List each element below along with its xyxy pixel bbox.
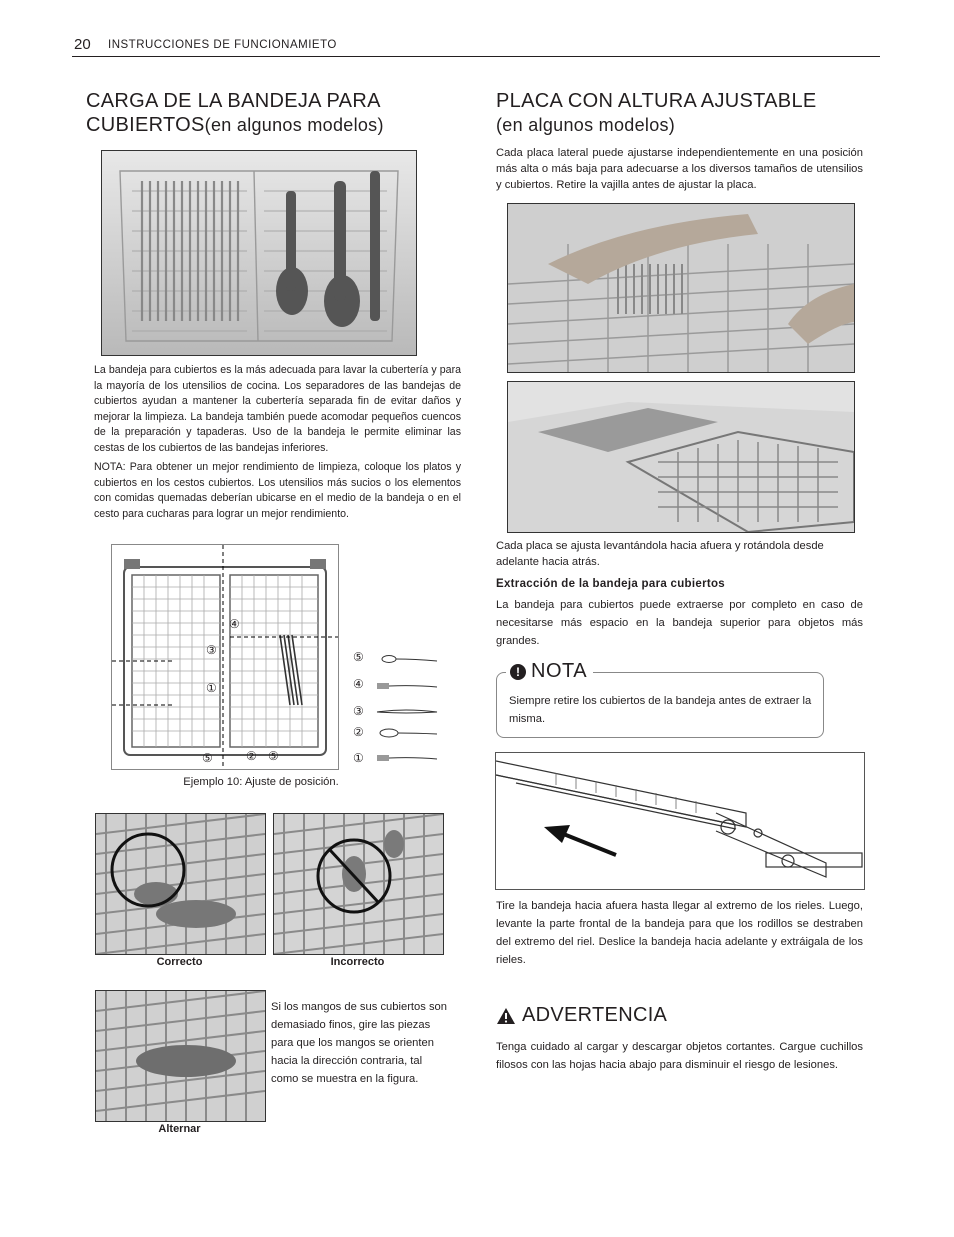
caption-alternate: Alternar xyxy=(158,1123,201,1135)
extract-text: La bandeja para cubiertos puede extraerse por completo en caso de necesitarse más espacio en la bandeja superior para objetos más grandes. xyxy=(496,599,863,647)
left-title-line2: CUBIERTOS xyxy=(86,114,205,136)
caption-correct: Correcto xyxy=(156,956,203,968)
page-number: 20 xyxy=(74,36,91,53)
diagram-caption: Ejemplo 10: Ajuste de posición. xyxy=(183,776,339,788)
legend-item-3: ③ xyxy=(353,704,364,718)
nota-title: NOTA xyxy=(531,660,588,682)
legend-item-4: ④ xyxy=(353,677,364,691)
right-title xyxy=(496,89,876,137)
salad-fork-icon xyxy=(377,756,437,760)
caption-incorrect: Incorrecto xyxy=(330,956,385,968)
spoon-icon xyxy=(380,729,398,737)
alternate-photo xyxy=(95,990,266,1122)
alternate-side-text: Si los mangos de sus cubiertos son demasiado finos, gire las piezas para que los mangos se orienten hacia la dirección contraria, tal como se muestra en la figura. xyxy=(271,1001,447,1085)
fork-icon xyxy=(377,684,437,688)
header-rule xyxy=(72,56,880,57)
callout-2-bottom: ② xyxy=(246,749,257,763)
knife-icon xyxy=(377,710,437,713)
section-title: INSTRUCCIONES DE FUNCIONAMIETO xyxy=(108,39,337,51)
right-intro: Cada placa lateral puede ajustarse independientemente en una posición más alta o más baja para adecuarse a los diversos tamaños de utensilios y cubiertos. Retire la vajilla antes de ajustar la placa. xyxy=(496,147,863,191)
left-title-sub: (en algunos modelos) xyxy=(204,115,384,135)
cutlery-tray-photo xyxy=(101,150,417,356)
callout-5-bottom-b: ⑤ xyxy=(268,749,279,763)
teaspoon-icon xyxy=(382,656,396,663)
adjust-rack-photo xyxy=(507,381,855,533)
left-title xyxy=(86,89,466,137)
legend-item-5: ⑤ xyxy=(353,650,364,664)
warning-header xyxy=(496,1004,667,1027)
left-paragraph-note: NOTA: Para obtener un mejor rendimiento de limpieza, coloque los platos y cubiertos en los cestos cubiertos. Los utensilios más sucios o los elementos con comidas quemadas deberían ubicarse en el medio de la bandeja o en el cesto para cucharas para lograr un mejor rendimiento. xyxy=(94,461,461,520)
rack-diagram xyxy=(111,544,339,770)
legend-item-1: ① xyxy=(353,751,364,765)
warning-text: Tenga cuidado al cargar y descargar objetos cortantes. Cargue cuchillos filosos con las hojas hacia abajo para disminuir el riesgo de lesiones. xyxy=(496,1041,863,1071)
right-title-line2: (en algunos modelos) xyxy=(496,115,676,135)
callout-4: ④ xyxy=(229,617,240,631)
nota-text: Siempre retire los cubiertos de la bandeja antes de extraer la misma. xyxy=(509,695,812,725)
incorrect-photo xyxy=(273,813,444,955)
callout-5-bottom: ⑤ xyxy=(202,751,213,765)
warning-title: ADVERTENCIA xyxy=(522,1004,668,1026)
left-paragraph-1: La bandeja para cubiertos es la más adecuada para lavar la cubertería y para la mayoría de los utensilios de cocina. Los separadores de las bandejas de cubiertos ayudan a mantener la cubertería separada fin de evitar daños y mejorar la limpieza. La bandeja también puede acomodar pequeños cuencos de la preparación y tapaderas. Uso de la bandeja le permite eliminar las cestas de los cubiertos de las bandejas inferiores. xyxy=(94,364,461,454)
correct-photo xyxy=(95,813,266,955)
utensil-legend xyxy=(353,650,443,770)
rail-diagram xyxy=(495,752,865,890)
callout-3: ③ xyxy=(206,643,217,657)
callout-1: ① xyxy=(206,681,217,695)
legend-item-2: ② xyxy=(353,725,364,739)
adjust-hands-photo xyxy=(507,203,855,373)
arrow-icon xyxy=(561,833,616,855)
right-title-line1: PLACA CON ALTURA AJUSTABLE xyxy=(496,90,817,112)
extract-subhead: Extracción de la bandeja para cubiertos xyxy=(496,578,725,590)
left-title-line1: CARGA DE LA BANDEJA PARA xyxy=(86,90,381,112)
warning-icon xyxy=(496,1007,516,1025)
after-photos-text: Cada placa se ajusta levantándola hacia afuera y rotándola desde adelante hacia atrás. xyxy=(496,540,824,568)
pull-text: Tire la bandeja hacia afuera hasta llegar al extremo de los rieles. Luego, levante la parte frontal de la bandeja para que los rodillos se destraben del extremo del riel. Deslice la bandeja hacia adelante y extráigala de los rieles. xyxy=(496,900,863,966)
nota-header xyxy=(506,660,593,683)
info-icon: ! xyxy=(510,664,526,680)
